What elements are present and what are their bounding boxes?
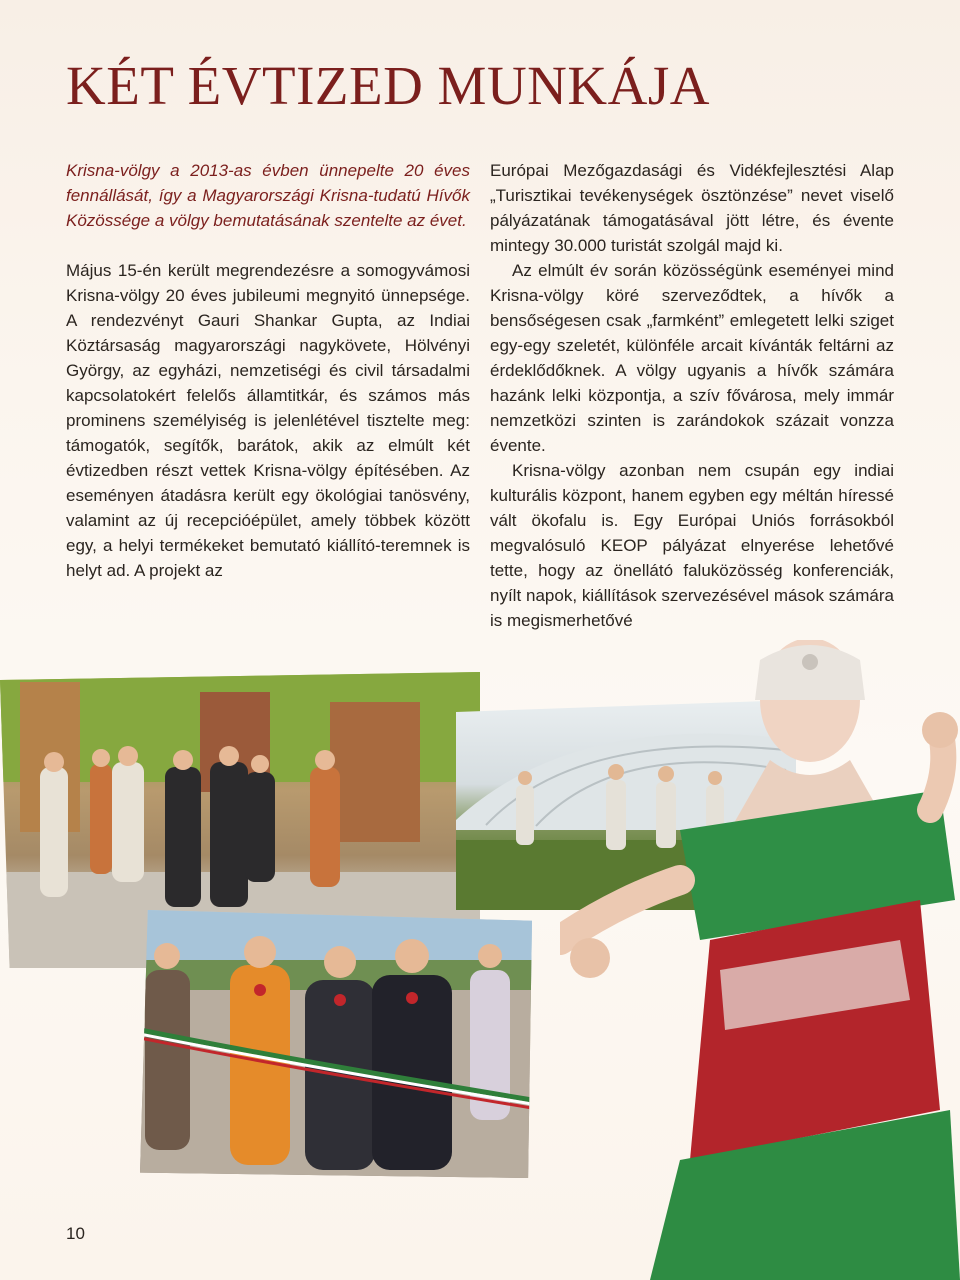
body-paragraph: Európai Mezőgazdasági és Vidékfejlesztési Alap „Turisztikai tevékenységek ösztönzése” nevet viselő pályázatának támogatásával jött létre, és évente mintegy 30.000 turistát szolgál majd ki. [490,161,894,255]
body-paragraph: Krisna-völgy azonban nem csupán egy indiai kulturális központ, hanem egyben egy méltán híressé vált ökofalu is. Egy Európai Uniós forrásokból megvalósuló KEOP pályázat elnyerése lehetővé tette, hogy az önellátó faluközösség konferenciák, nyílt napok, kiállítások szervezésével mások számára is megismerhetővé [490,461,894,630]
ribbon-cutting-photo [140,910,532,1178]
page-number: 10 [66,1224,85,1243]
page-title: KÉT ÉVTIZED MUNKÁJA [66,55,710,116]
body-paragraph: Május 15-én került megrendezésre a somogyvámosi Krisna-völgy 20 éves jubileumi megnyitó ünnepsége. A rendezvényt Gauri Shankar Gupta, az Indiai Köztársaság magyarországi nagykövete, Hölvényi György, az egyházi, nemzetiségi és civil társadalmi kapcsolatokért felelős államtitkár, és számos más prominens személyiség is jelenlétével tisztelte meg: támogatók, segítők, barátok, akik az elmúlt két évtizedben részt vettek Krisna-völgy építésében. Az eseményen átadásra került egy ökológiai tanösvény, valamint az új recepcióépület, amely többek között egy, a helyi termékeket bemutató kiállító-teremnek is helyt ad. A projekt az [66,261,470,580]
dancer-photo [560,640,960,1280]
right-column [490,158,894,633]
body-paragraph: Az elmúlt év során közösségünk eseményei mind Krisna-völgy köré szerveződtek, a hívők a bensőségesen csak „farmként” emlegetett lelki sziget egy-egy szeletét, különféle arcait kívánták feltárni az érdeklődőknek. A völgy ugyanis a hívők számára hazánk lelki központja, a szív fővárosa, mely immár nemzetközi szinten is zarándokok százait vonzza évente. [490,261,894,455]
left-column [66,158,470,583]
lead-paragraph: Krisna-völgy a 2013-as évben ünnepelte 20 éves fennállását, így a Magyarországi Krisna-tudatú Hívők Közössége a völgy bemutatásának szentelte az évet. [66,161,470,230]
ribbon-cutting-photo-illustration [140,910,532,1178]
dancer-photo-illustration [560,640,960,1280]
